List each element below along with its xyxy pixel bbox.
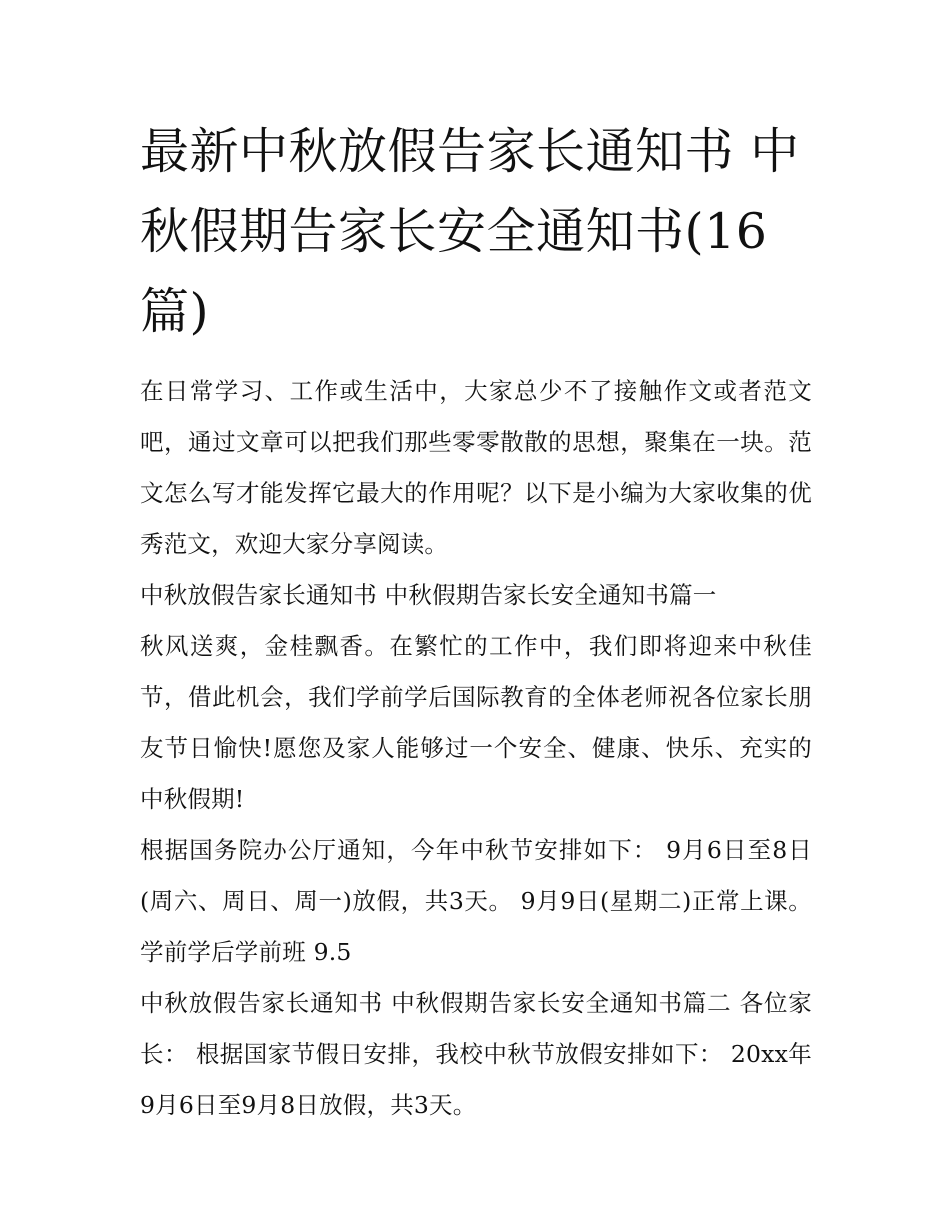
section-heading-1: 中秋放假告家长通知书 中秋假期告家长安全通知书篇一 <box>140 581 717 609</box>
intro-paragraph: 在日常学习、工作或生活中，大家总少不了接触作文或者范文吧，通过文章可以把我们那些零零散散的思想，聚集在一块。范文怎么写才能发挥它最大的作用呢？以下是小编为大家收集的优秀范文，欢迎大家分享阅读。 <box>140 377 812 558</box>
section-2-paragraph: 中秋放假告家长通知书 中秋假期告家长安全通知书篇二 各位家长： 根据国家节假日安排，我校中秋节放假安排如下： 20xx年9月6日至9月8日放假，共3天。 <box>140 989 812 1119</box>
document-title: 最新中秋放假告家长通知书 中秋假期告家长安全通知书(16篇) <box>140 123 800 340</box>
section-1-paragraph: 秋风送爽，金桂飘香。在繁忙的工作中，我们即将迎来中秋佳节，借此机会，我们学前学后国际教育的全体老师祝各位家长朋友节日愉快!愿您及家人能够过一个安全、健康、快乐、充实的中秋假期! <box>140 632 812 813</box>
schedule-paragraph: 根据国务院办公厅通知，今年中秋节安排如下： 9月6日至8日(周六、周日、周一)放假，共3天。 9月9日(星期二)正常上课。 学前学后学前班 9.5 <box>140 836 812 966</box>
document-page <box>140 112 812 1131</box>
